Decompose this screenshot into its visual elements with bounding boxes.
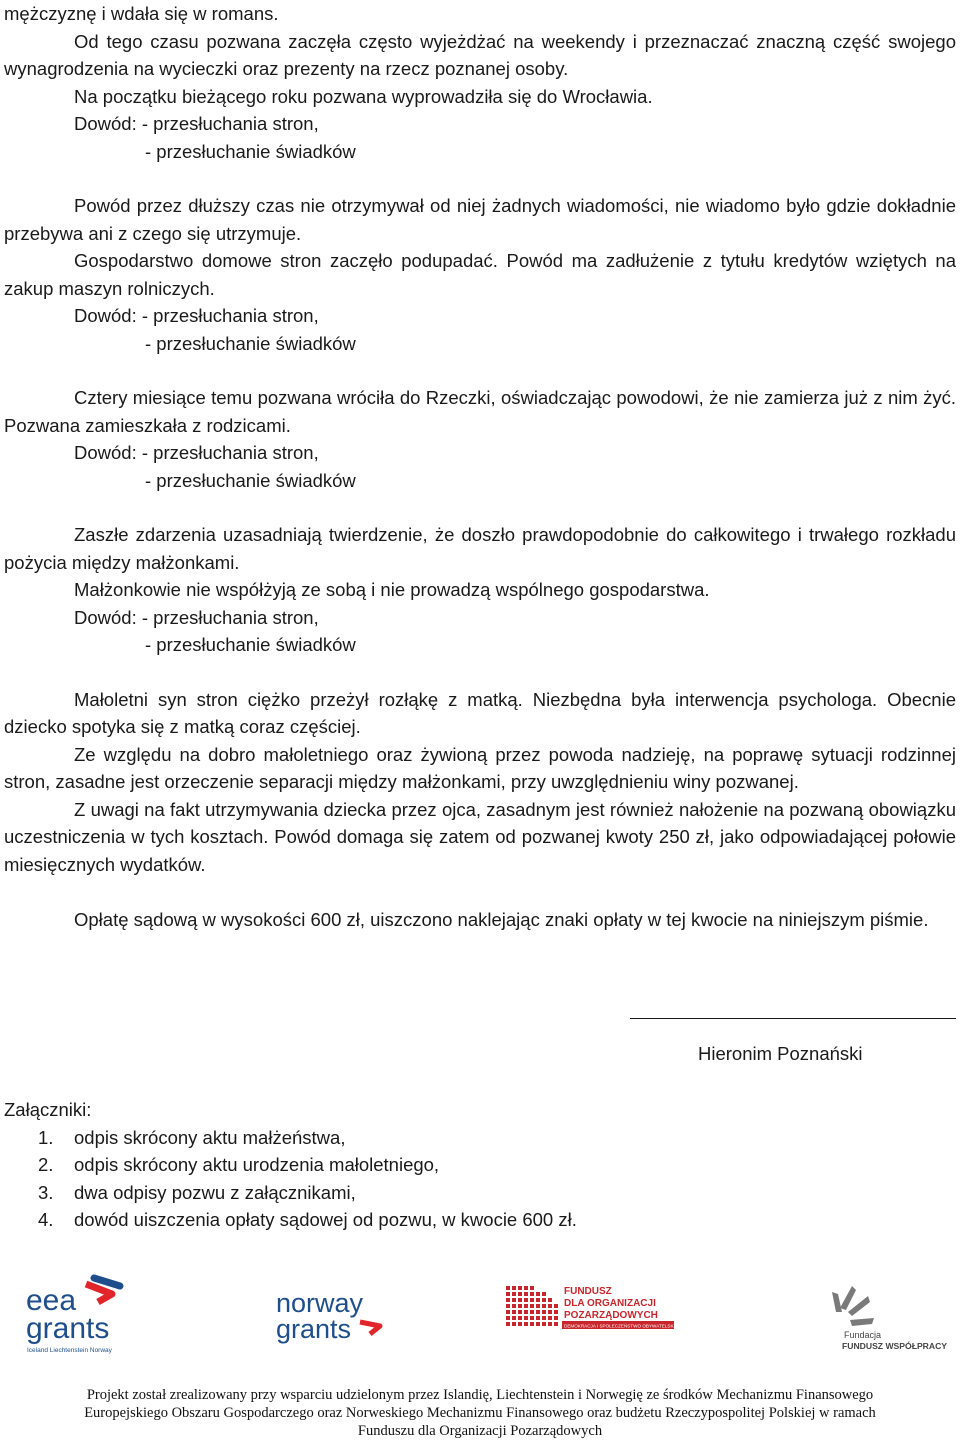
- paragraph: Opłatę sądową w wysokości 600 zł, uiszczono naklejając znaki opłaty w tej kwocie na niniejszym piśmie.: [74, 909, 929, 930]
- paragraph: Z uwagi na fakt utrzymywania dziecka przez ojca, zasadnym jest również nałożenie na pozwaną obowiązku uczestniczenia w tych kosztach. Powód domaga się zatem od pozwanej kwoty 250 zł, jako odpowiadającej połowie miesięcznych wydatków.: [4, 798, 956, 875]
- evidence-line: - przesłuchanie świadków: [145, 469, 356, 491]
- svg-text:POZARZĄDOWYCH: POZARZĄDOWYCH: [564, 1310, 658, 1321]
- paragraph: mężczyznę i wdała się w romans.: [4, 3, 279, 24]
- document-body: [4, 0, 956, 934]
- paragraph: Powód przez dłuższy czas nie otrzymywał od niej żadnych wiadomości, nie wiadomo było gdzie dokładnie przebywa ani z czego się utrzymuje.: [4, 195, 956, 244]
- evidence-line: - przesłuchanie świadków: [145, 140, 356, 162]
- list-item: 3. dwa odpisy pozwu z załącznikami,: [38, 1181, 356, 1203]
- evidence-line: Dowód: - przesłuchania stron,: [74, 305, 319, 326]
- paragraph: Na początku bieżącego roku pozwana wyprowadziła się do Wrocławia.: [74, 85, 653, 107]
- paragraph: Małżonkowie nie współżyją ze sobą i nie prowadzą wspólnego gospodarstwa.: [74, 579, 710, 600]
- svg-text:DEMOKRACJA I SPOŁECZEŃSTWO OBY: DEMOKRACJA I SPOŁECZEŃSTWO OBYWATELSKIE: [564, 1323, 678, 1329]
- svg-text:grants: grants: [276, 1314, 352, 1344]
- list-item: 2. odpis skrócony aktu urodzenia małoletniego,: [38, 1154, 440, 1175]
- paragraph: Ze względu na dobro małoletniego oraz żywioną przez powoda nadzieję, na poprawę sytuacji rodzinnej stron, zasadne jest orzeczenie separacji między małżonkami, przy uwzględnieniu winy pozwanej.: [4, 743, 956, 792]
- paragraph: Zaszłe zdarzenia uzasadniają twierdzenie, że doszło prawdopodobnie do całkowitego i trwałego rozkładu pożycia między małżonkami.: [4, 524, 956, 573]
- footer-line: Projekt został zrealizowany przy wsparciu udzielonym przez Islandię, Liechtenstein i Norwegię ze środków Mechanizmu Finansowego: [86, 1387, 874, 1403]
- evidence-line: Dowód: - przesłuchania stron,: [74, 442, 319, 463]
- attachments-heading: Załączniki:: [4, 1099, 92, 1120]
- sponsor-logos: [0, 1272, 960, 1382]
- fundusz-wspolpracy-logo: [818, 1278, 948, 1352]
- paragraph: Gospodarstwo domowe stron zaczęło podupadać. Powód ma zadłużenie z tytułu kredytów wziętych na zakup maszyn rolniczych.: [4, 250, 956, 299]
- footer-line: Funduszu dla Organizacji Pozarządowych: [357, 1423, 603, 1439]
- attachments-list: [4, 1124, 577, 1234]
- svg-text:DLA ORGANIZACJI: DLA ORGANIZACJI: [564, 1298, 656, 1309]
- paragraph: Małoletni syn stron ciężko przeżył rozłąkę z matką. Niezbędna była interwencja psychologa. Obecnie dziecko spotyka się z matką coraz częściej.: [4, 688, 956, 737]
- list-item: 1. odpis skrócony aktu małżeństwa,: [38, 1126, 346, 1148]
- svg-text:grants: grants: [26, 1312, 110, 1345]
- evidence-line: - przesłuchanie świadków: [145, 634, 356, 655]
- footer-line: Europejskiego Obszaru Gospodarczego oraz Norweskiego Mechanizmu Finansowego oraz budżetu Rzeczypospolitej Polskiej w ramach: [84, 1405, 876, 1421]
- signature-line: [630, 1018, 956, 1019]
- svg-text:eea: eea: [26, 1284, 77, 1317]
- svg-text:Iceland Liechtenstein Norway: Iceland Liechtenstein Norway: [27, 1347, 112, 1354]
- paragraph: Cztery miesiące temu pozwana wróciła do Rzeczki, oświadczając powodowi, że nie zamierza już z nim żyć. Pozwana zamieszkała z rodzicami.: [4, 387, 956, 436]
- svg-text:FUNDUSZ WSPÓŁPRACY: FUNDUSZ WSPÓŁPRACY: [842, 1341, 948, 1351]
- funding-footer: [0, 1386, 960, 1440]
- svg-text:Fundacja: Fundacja: [844, 1330, 882, 1340]
- evidence-line: Dowód: - przesłuchania stron,: [74, 113, 319, 134]
- attachments: [4, 1096, 577, 1234]
- evidence-line: Dowód: - przesłuchania stron,: [74, 606, 319, 628]
- evidence-line: - przesłuchanie świadków: [145, 332, 356, 354]
- signature-name: Hieronim Poznański: [698, 1043, 863, 1064]
- norway-grants-logo: [274, 1286, 389, 1348]
- paragraph: Od tego czasu pozwana zaczęła często wyjeżdżać na weekendy i przeznaczać znaczną część swojego wynagrodzenia na wycieczki oraz prezenty na rzecz poznanej osoby.: [4, 30, 956, 79]
- svg-text:FUNDUSZ: FUNDUSZ: [564, 1286, 612, 1297]
- eea-grants-logo: [24, 1276, 134, 1358]
- fundusz-logo: [504, 1280, 678, 1340]
- list-item: 4. dowód uiszczenia opłaty sądowej od pozwu, w kwocie 600 zł.: [38, 1209, 577, 1230]
- svg-text:norway: norway: [276, 1288, 364, 1318]
